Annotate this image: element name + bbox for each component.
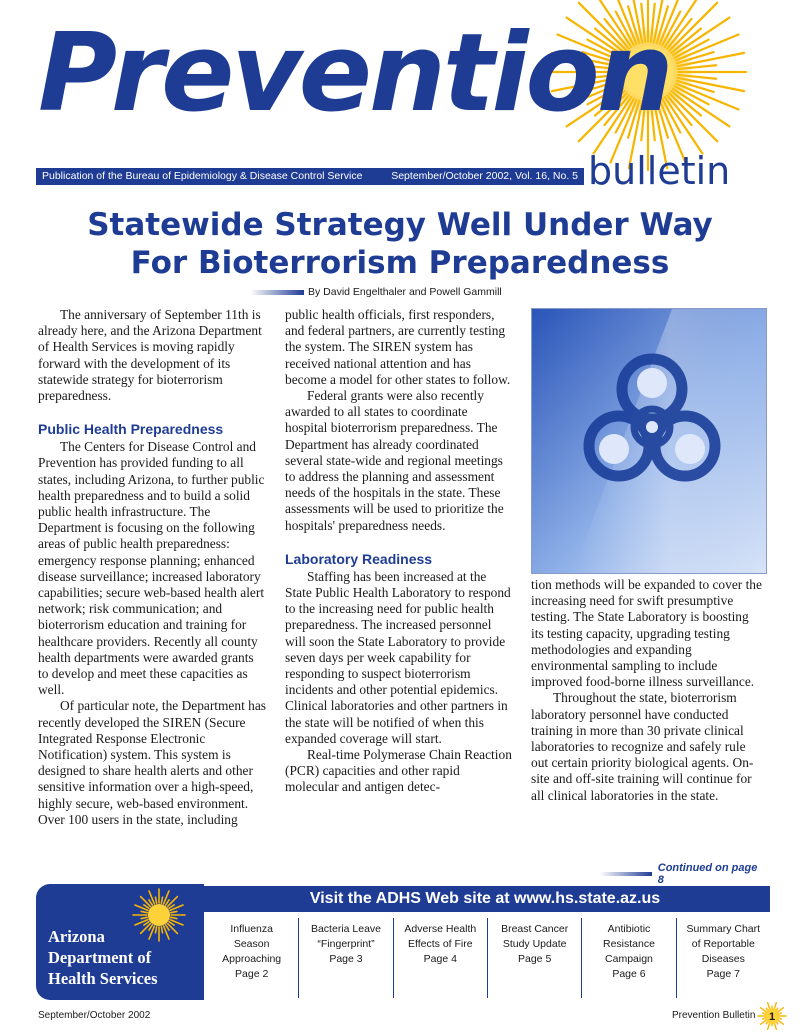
article-column-1	[38, 307, 266, 828]
page-number: 1	[768, 1011, 776, 1023]
masthead-title: Prevention	[38, 11, 671, 136]
toc-page-number: Page 2	[235, 968, 269, 980]
toc-page-number: Page 5	[518, 953, 552, 965]
adhs-logo-box	[36, 884, 204, 1000]
toc-item[interactable]	[677, 918, 770, 998]
toc-item-label: Diseases	[701, 953, 745, 965]
toc-item-label: Study Update	[502, 938, 567, 950]
toc-page-number: Page 7	[706, 968, 740, 980]
toc-page-number: Page 3	[329, 953, 363, 965]
issue-text: September/October 2002, Vol. 16, No. 5	[391, 170, 578, 182]
toc-item-label: Influenza	[230, 923, 273, 935]
toc-item-label: Antibiotic	[607, 923, 651, 935]
masthead-subtitle: bulletin	[588, 149, 731, 193]
section-heading: Public Health Preparedness	[38, 421, 224, 438]
organization-name-line: Department of	[48, 948, 152, 967]
paragraph: The Centers for Disease Control and Prevention has provided funding to all states, including Arizona, to further public health preparedness and to build a solid public health infrastructure. The Department is focusing on the following areas of public health preparedness: emergency response planning; enhanced disease surveillance; increased laboratory capabilities; secure web-based health alert network; risk communication; and bioterrorism education and training for healthcare providers. Recently all county health departments were awarded grants to develop and meet these capacities as well.	[38, 439, 265, 698]
toc-item-label: Season	[233, 938, 270, 950]
organization-name-line: Health Services	[48, 969, 158, 988]
paragraph: The anniversary of September 11th is already here, and the Arizona Department of Health Services is moving rapidly forward with the development of its statewide strategy for bioterrorism preparedness.	[38, 307, 262, 404]
toc-item[interactable]	[299, 918, 393, 998]
toc-item-label: Approaching	[222, 953, 282, 965]
toc-item[interactable]	[488, 918, 582, 998]
footer-date: September/October 2002	[38, 1010, 151, 1021]
biohazard-icon	[532, 309, 767, 574]
byline-rule	[250, 290, 304, 295]
headline-line-2: For Bioterrorism Preparedness	[130, 245, 670, 281]
page-number-badge	[756, 1002, 788, 1030]
toc-item-label: “Fingerprint”	[317, 938, 375, 950]
toc-item[interactable]	[394, 918, 488, 998]
toc-item-label: Resistance	[603, 938, 655, 950]
continued-note	[600, 862, 766, 886]
paragraph: tion methods will be expanded to cover the increasing need for swift presumptive testing. The State Laboratory is boosting its testing capacity, upgrading testing methodologies and expanding environmental sampling to include improved food-borne illness surveillance.	[531, 577, 762, 690]
continued-rule	[600, 872, 652, 876]
paragraph: Federal grants were also recently awarded to all states to coordinate hospital bioterrorism preparedness. The Department has already coordinated several state-wide and regional meetings to address the planning and assessment needs of the hospitals in the state. These assessments will be used to prioritize the hospitals' preparedness needs.	[285, 388, 504, 533]
article-column-3	[531, 577, 763, 804]
paragraph: public health officials, first responders, and federal partners, are currently testing the system. The SIREN system has received national attention and has become a model for other states to follow.	[285, 307, 511, 387]
paragraph: Real-time Polymerase Chain Reaction (PCR) capacities and other rapid molecular and antigen detec-	[285, 747, 512, 795]
toc-item-label: Campaign	[605, 953, 653, 965]
table-of-contents	[205, 918, 770, 998]
publication-bar	[36, 168, 584, 185]
toc-item-label: Breast Cancer	[501, 923, 569, 935]
continued-text: Continued on page 8	[657, 862, 758, 886]
article-column-2	[285, 307, 513, 796]
footer-publication-name: Prevention Bulletin	[672, 1010, 756, 1021]
toc-item[interactable]	[582, 918, 676, 998]
publisher-text: Publication of the Bureau of Epidemiology & Disease Control Service	[42, 170, 363, 182]
toc-page-number: Page 4	[423, 953, 457, 965]
headline-line-1: Statewide Strategy Well Under Way	[87, 207, 713, 243]
organization-name-line: Arizona	[48, 927, 105, 946]
article-photo	[531, 308, 767, 574]
section-heading: Laboratory Readiness	[285, 550, 433, 567]
toc-item-label: of Reportable	[691, 938, 755, 950]
paragraph: Of particular note, the Department has recently developed the SIREN (Secure Integrated Response Electronic Notification) system. This system is designed to share health alerts and other sensitive information over a high-speed, highly secure, web-based environment. Over 100 users in the state, including	[38, 698, 266, 827]
toc-item[interactable]	[205, 918, 299, 998]
toc-item-label: Adverse Health	[404, 923, 477, 935]
organization-name	[48, 926, 198, 989]
paragraph: Staffing has been increased at the State Public Health Laboratory to respond to the increasing need for public health preparedness. The increased personnel will soon the State Laboratory to provide seven days per week capability for responding to suspect bioterrorism incidents and other potential epidemics. Clinical laboratories and other partners in the state will be notified of when this expanded coverage will start.	[285, 568, 511, 746]
paragraph: Throughout the state, bioterrorism laboratory personnel have conducted training in more than 30 private clinical laboratories to recognize and safely rule out certain priority biological agents. On-site and off-site training will continue for all clinical laboratories in the state.	[531, 690, 754, 803]
website-banner[interactable]: Visit the ADHS Web site at www.hs.state.az.us	[200, 886, 770, 912]
toc-item-label: Summary Chart	[686, 923, 761, 935]
toc-item-label: Bacteria Leave	[310, 923, 382, 935]
article-headline	[30, 206, 770, 282]
masthead	[0, 0, 800, 200]
toc-page-number: Page 6	[612, 968, 646, 980]
toc-item-label: Effects of Fire	[408, 938, 473, 950]
byline: By David Engelthaler and Powell Gammill	[308, 286, 502, 298]
